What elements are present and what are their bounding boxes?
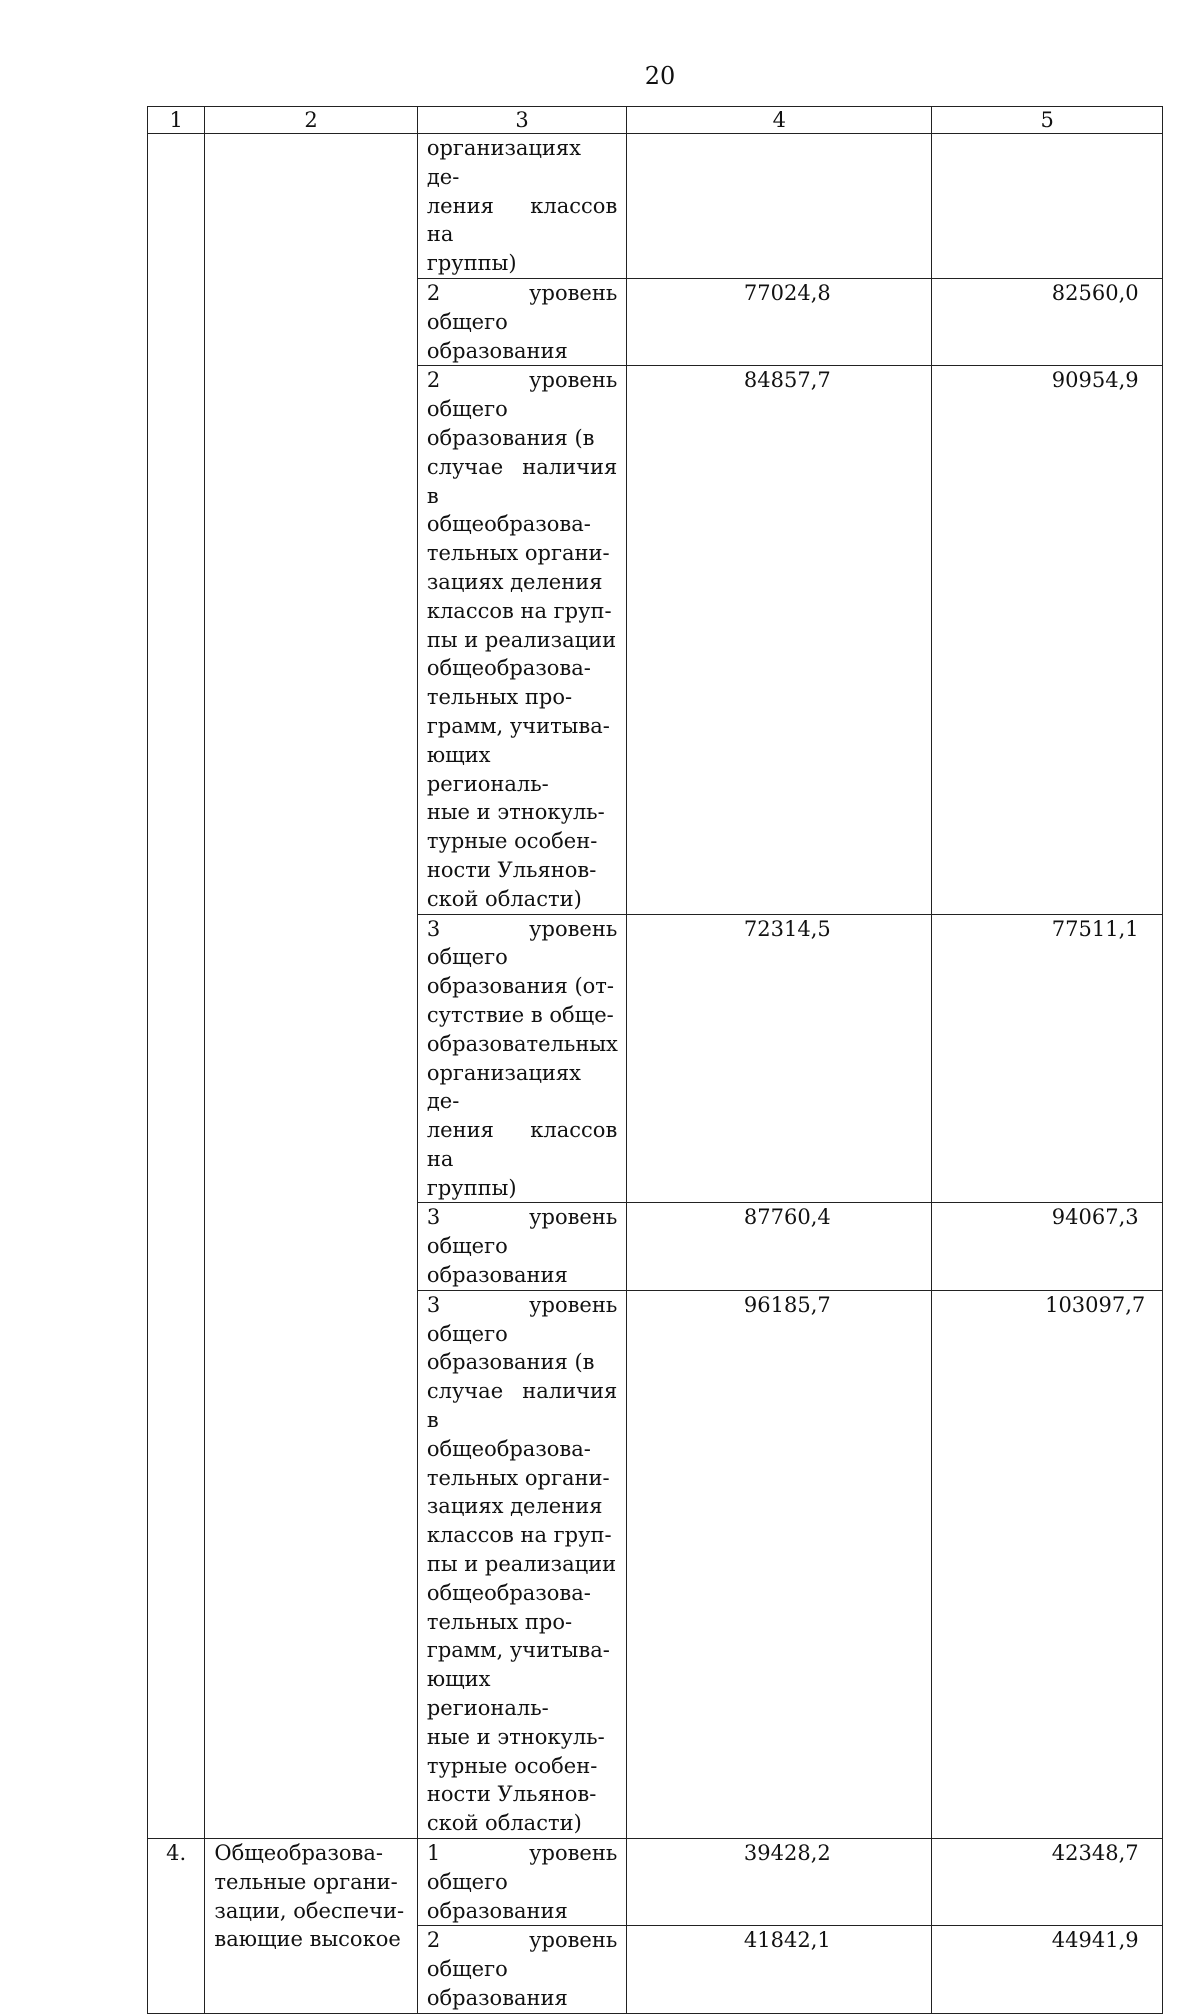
level-cell: 2 уровень общего образования: [417, 1926, 626, 2013]
level-cell: 3 уровень общего образования: [417, 1203, 626, 1290]
col1-continuation-cell: [148, 134, 205, 1839]
col2-continuation-cell: [205, 134, 417, 1839]
value-col5: 90954,9: [932, 366, 1163, 914]
value-col5: 44941,9: [932, 1926, 1163, 2013]
value-col5: 94067,3: [932, 1203, 1163, 1290]
value-col4: 41842,1: [627, 1926, 932, 2013]
value-col5: 103097,7: [932, 1290, 1163, 1838]
value-col5: 82560,0: [932, 278, 1163, 365]
value-col4: 72314,5: [627, 914, 932, 1203]
value-col4: 96185,7: [627, 1290, 932, 1838]
header-col-2: 2: [205, 107, 417, 134]
level-cell: 3 уровень общего образования (в случае наличия в общеобразова- тельных органи- зациях деления классов на груп- пы и реализации общеобразова- тельных про- грамм, учитыва- ющих региональ- ные и этнокуль- турные особен- ности Ульянов- ской области): [417, 1290, 626, 1838]
section-number: 4.: [148, 1839, 205, 2014]
value-col4: 84857,7: [627, 366, 932, 914]
value-col4: 39428,2: [627, 1839, 932, 1926]
value-col4: [627, 134, 932, 279]
value-col5: [932, 134, 1163, 279]
category-cell: Общеобразова- тельные органи- зации, обеспечи- вающие высокое: [205, 1839, 417, 2014]
value-col4: 87760,4: [627, 1203, 932, 1290]
level-cell: организациях де- ления классов на группы): [417, 134, 626, 279]
level-cell: 3 уровень общего образования (от- сутствие в обще- образовательных организациях де- ления классов на группы): [417, 914, 626, 1203]
page-number: 20: [644, 62, 676, 90]
header-col-3: 3: [417, 107, 626, 134]
header-col-1: 1: [148, 107, 205, 134]
level-cell: 2 уровень общего образования: [417, 278, 626, 365]
value-col4: 77024,8: [627, 278, 932, 365]
table-row: [148, 1839, 1163, 1926]
tariff-table: [147, 106, 1163, 2014]
value-col5: 42348,7: [932, 1839, 1163, 1926]
header-col-4: 4: [627, 107, 932, 134]
header-col-5: 5: [932, 107, 1163, 134]
level-cell: 2 уровень общего образования (в случае наличия в общеобразова- тельных органи- зациях деления классов на груп- пы и реализации общеобразова- тельных про- грамм, учитыва- ющих региональ- ные и этнокуль- турные особен- ности Ульянов- ской области): [417, 366, 626, 914]
table-row: [148, 134, 1163, 279]
value-col5: 77511,1: [932, 914, 1163, 1203]
header-row: [148, 107, 1163, 134]
level-cell: 1 уровень общего образования: [417, 1839, 626, 1926]
